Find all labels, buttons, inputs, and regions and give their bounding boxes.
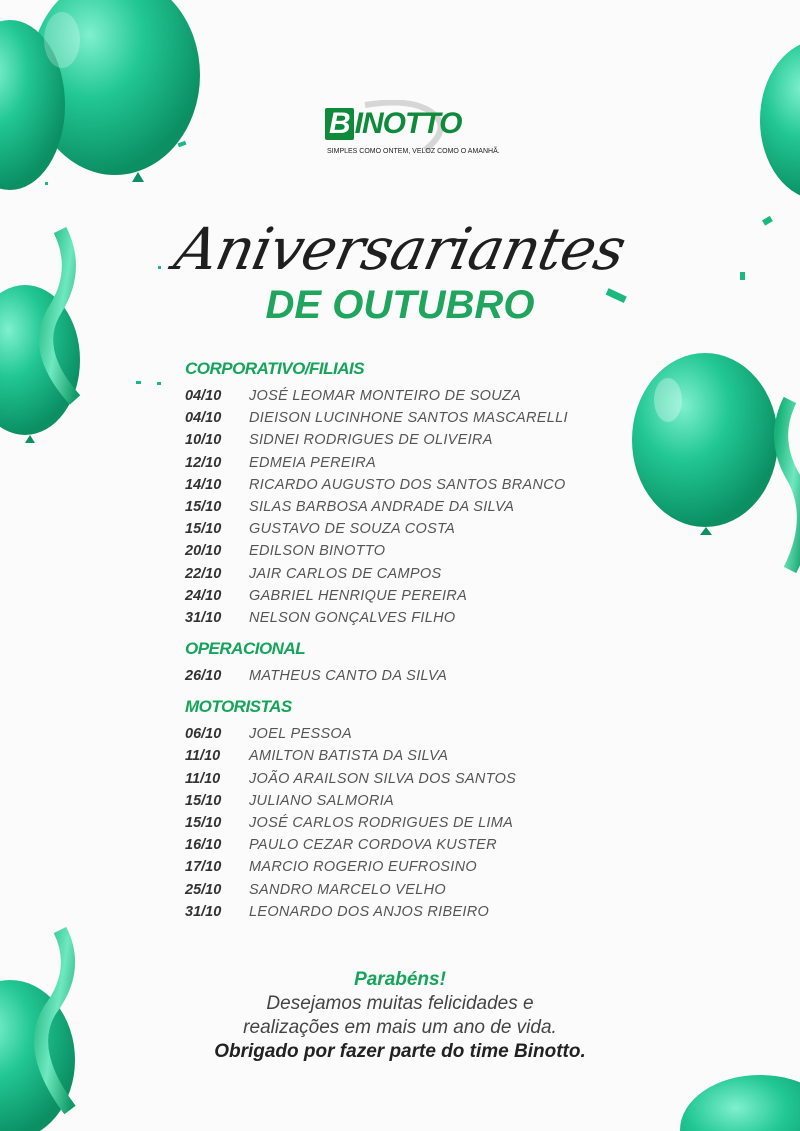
list-item bbox=[185, 723, 605, 745]
birthday-date: 15/10 bbox=[185, 521, 222, 538]
section-title: CORPORATIVO/FILIAIS bbox=[185, 359, 365, 378]
list-item bbox=[185, 745, 605, 767]
birthday-date: 04/10 bbox=[185, 410, 222, 427]
footer-congrats: Parabéns! bbox=[354, 969, 446, 990]
list-item bbox=[185, 856, 605, 878]
employee-name: JOEL PESSOA bbox=[249, 726, 352, 743]
balloon-right-middle bbox=[632, 353, 800, 570]
footer-message bbox=[0, 968, 800, 1064]
list-item bbox=[185, 518, 605, 540]
employee-name: GABRIEL HENRIQUE PEREIRA bbox=[249, 587, 468, 604]
birthday-date: 26/10 bbox=[185, 668, 222, 685]
list-item bbox=[185, 879, 605, 901]
list-item bbox=[185, 474, 605, 496]
employee-name: JAIR CARLOS DE CAMPOS bbox=[249, 565, 442, 582]
birthday-date: 24/10 bbox=[185, 587, 222, 604]
employee-name: GUSTAVO DE SOUZA COSTA bbox=[249, 521, 456, 538]
employee-name: JOÃO ARAILSON SILVA DOS SANTOS bbox=[249, 770, 517, 787]
list-item bbox=[185, 407, 605, 429]
section bbox=[185, 638, 605, 687]
birthday-date: 22/10 bbox=[185, 565, 222, 582]
list-item bbox=[185, 790, 605, 812]
birthday-date: 10/10 bbox=[185, 432, 222, 449]
list-item bbox=[185, 665, 605, 687]
balloon-top-left bbox=[0, 0, 200, 190]
birthday-date: 11/10 bbox=[185, 748, 221, 765]
employee-name: PAULO CEZAR CORDOVA KUSTER bbox=[249, 837, 497, 854]
list-item bbox=[185, 429, 605, 451]
birthday-date: 06/10 bbox=[185, 726, 222, 743]
birthday-date: 12/10 bbox=[185, 454, 222, 471]
birthday-date: 15/10 bbox=[185, 815, 222, 831]
birthday-date: 31/10 bbox=[185, 609, 222, 626]
employee-name: SILAS BARBOSA ANDRADE DA SILVA bbox=[249, 498, 515, 515]
binotto-logo bbox=[325, 100, 500, 162]
birthday-date: 25/10 bbox=[185, 881, 222, 898]
list-item bbox=[185, 496, 605, 518]
section bbox=[185, 696, 605, 923]
list-item bbox=[185, 452, 605, 474]
employee-name: JOSÉ LEOMAR MONTEIRO DE SOUZA bbox=[249, 388, 522, 404]
employee-name: MATHEUS CANTO DA SILVA bbox=[249, 668, 448, 685]
birthday-date: 04/10 bbox=[185, 388, 222, 404]
employee-name: SIDNEI RODRIGUES DE OLIVEIRA bbox=[249, 432, 493, 449]
employee-name: EDILSON BINOTTO bbox=[249, 543, 386, 560]
employee-name: NELSON GONÇALVES FILHO bbox=[249, 609, 456, 626]
employee-name: AMILTON BATISTA DA SILVA bbox=[249, 748, 449, 765]
footer-wishes-line2: realizações em mais um ano de vida. bbox=[243, 1017, 557, 1038]
birthday-date: 16/10 bbox=[185, 837, 222, 854]
employee-name: JULIANO SALMORIA bbox=[249, 792, 394, 809]
list-item bbox=[185, 768, 605, 790]
list-item bbox=[185, 540, 605, 562]
employee-name: EDMEIA PEREIRA bbox=[249, 454, 376, 471]
birthday-list bbox=[185, 358, 605, 932]
balloon-right-top bbox=[760, 40, 800, 200]
list-item bbox=[185, 385, 605, 407]
list-item bbox=[185, 585, 605, 607]
birthday-date: 20/10 bbox=[185, 543, 222, 560]
page-title-month: DE OUTUBRO bbox=[265, 283, 535, 327]
list-item bbox=[185, 563, 605, 585]
logo-slogan: SIMPLES COMO ONTEM, VELOZ COMO O AMANHÃ. bbox=[327, 148, 500, 155]
birthday-date: 15/10 bbox=[185, 792, 222, 809]
employee-name: DIEISON LUCINHONE SANTOS MASCARELLI bbox=[249, 410, 568, 427]
birthday-date: 14/10 bbox=[185, 476, 222, 493]
balloon-bottom-right bbox=[680, 1075, 800, 1131]
employee-name: MARCIO ROGERIO EUFROSINO bbox=[249, 859, 477, 876]
section-title: MOTORISTAS bbox=[185, 697, 292, 717]
list-item bbox=[185, 607, 605, 629]
birthday-date: 31/10 bbox=[185, 903, 222, 920]
page-title-script: Aniversariantes bbox=[168, 215, 632, 283]
section bbox=[185, 358, 605, 629]
employee-name: JOSÉ CARLOS RODRIGUES DE LIMA bbox=[249, 815, 514, 831]
employee-name: SANDRO MARCELO VELHO bbox=[249, 881, 446, 898]
logo-wordmark: B INOTTO bbox=[325, 108, 480, 140]
list-item bbox=[185, 901, 605, 923]
employee-name: LEONARDO DOS ANJOS RIBEIRO bbox=[249, 903, 490, 920]
birthday-date: 17/10 bbox=[185, 859, 222, 876]
birthday-date: 15/10 bbox=[185, 498, 222, 515]
footer-thanks: Obrigado por fazer parte do time Binotto. bbox=[214, 1041, 586, 1062]
list-item bbox=[185, 834, 605, 856]
birthday-date: 11/10 bbox=[185, 770, 221, 787]
employee-name: RICARDO AUGUSTO DOS SANTOS BRANCO bbox=[249, 476, 566, 493]
section-title: OPERACIONAL bbox=[185, 639, 306, 659]
footer-wishes-line1: Desejamos muitas felicidades e bbox=[266, 993, 534, 1014]
list-item bbox=[185, 812, 605, 834]
